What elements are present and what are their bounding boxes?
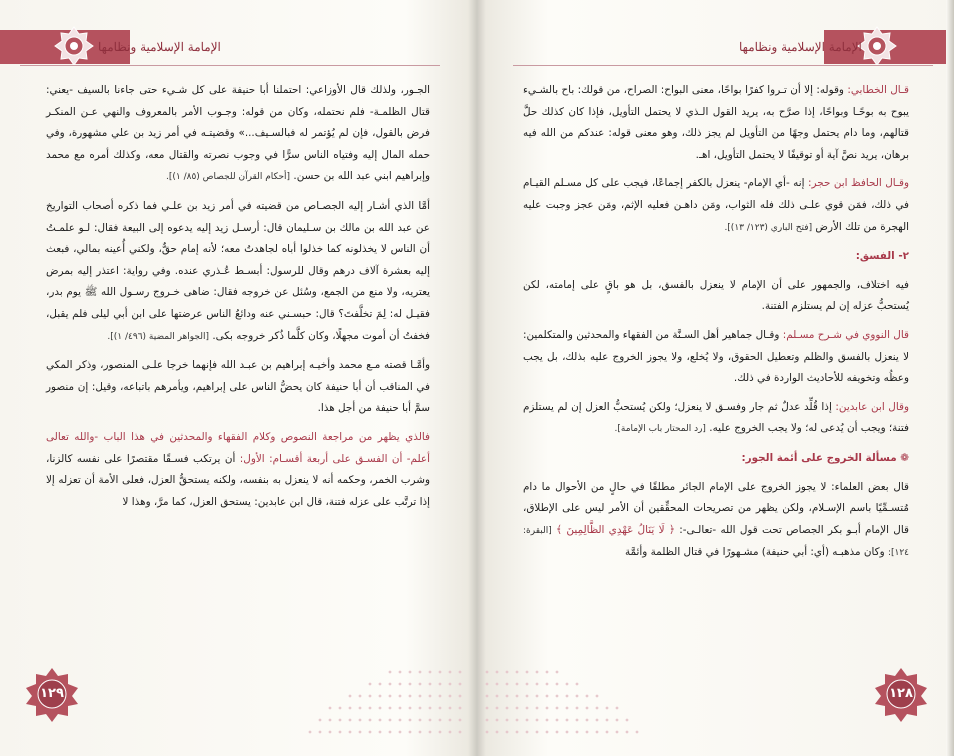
citation: [فتح الباري (١٢٣/ ١٣)]. [724, 222, 813, 233]
citation: [رد المحتار باب الإمامة]. [614, 424, 706, 435]
section-label: الأول: [239, 452, 265, 465]
conclusion-heading: فالذي يظهر من مراجعة النصوص وكلام الفقهاء والمحدثين في هذا الباب -والله تعالى أعلم- أن الفسـق على أربعة أقسـام: [46, 430, 430, 465]
citation: [الجواهر المضية (٤٩٦/ ١)]. [107, 331, 209, 342]
decorative-dots [477, 652, 647, 752]
page-number: ١٢٨ [889, 686, 913, 701]
paragraph: أمَّا الذي أشـار إليه الجصـاص من قضيته في أمر زيد بن علـي فما ذكره أصحاب التواريخ عن عبد الله بن مالك بن سـليمان قال: أرسـل زيد إليه يدعوه إلى البيعة فقال: لـو علمـتُ أن الناس لا يخذلونه كما خذلوا أباه لجاهدتُ معه؛ لأنه إمام حقٌّ، ولكني أُعينه بمالي، فبعث إليه بعشرة آلاف درهم وقال للرسول: أبسـط عُـذري عنده. وفي رواية: اعتذر إليه بمرض يعتريه، ولا منع من الجمع، وسُئل عن خروجه فقال: ضاهى خـروج رسـول الله ﷺ يوم بدر، فقيـل له: لِمَ تخلَّفتَ؟ قال: حبسـني عنه ودائعُ الناس عرضتها على ابن أبي ليلى فلم يقبل، فخفتُ أن أموت مجهلًا، وكان كلَّما ذُكر خروجه بكى. [الجواهر المضية (٤٩٦/ ١)]. [46, 199, 430, 342]
running-header: الإمامة الإسلامية ونظامها [98, 40, 221, 54]
conclusion-paragraph: فالذي يظهر من مراجعة النصوص وكلام الفقهاء والمحدثين في هذا الباب -والله تعالى أعلم- أن الفسـق على أربعة أقسـام: الأول: أن يرتكب فسـقًا مقتصرًا على نفسه كالزنا، وشرب الخمر، وحكمه أنه لا ينعزل به بنفسه، ولكنه يستحقُّ العزل، فعلى الأمة أن تعزله إلا إذا ترتَّب على عزله فتنة، قال ابن عابدين: يستحق العزل، كما مرَّ، وهذا لا [46, 430, 430, 508]
flower-bullet-icon: ❁ [896, 451, 909, 464]
ibn-abidin-label: وقال ابن عابدين: [835, 400, 909, 413]
left-page-body [46, 80, 430, 520]
paragraph: وقـال الحافظ ابن حجر: إنه -أي الإمام- ينعزل بالكفر إجماعًا، فيجب على كل مسـلم القيـام في ذلك، فمَن قوي علـى ذلك فله الثواب، ومَن داهـن فعليه الإثم، ومَن عجز وجبت عليه الهجرة من تلك الأرض [فتح الباري (١٢٣/ ١٣)]. [523, 177, 909, 233]
ornament-emblem-icon [54, 26, 94, 66]
book-gutter [468, 0, 486, 756]
running-header: الإمامة الإسلامية ونظامها [739, 40, 862, 54]
paragraph: وقال ابن عابدين: إذا قُلِّد عدلٌ ثم جار وفسـق لا ينعزل؛ ولكن يُستحبُّ العزل إن لم يستلزم فتنة؛ ويجب أن يُدعى له؛ ولا يجب الخروج عليه. [رد المحتار باب الإمامة]. [523, 400, 909, 435]
page-number: ١٢٩ [40, 686, 64, 701]
nawawi-label: قال النووي في شـرح مسـلم: [782, 328, 909, 341]
ibn-hajar-label: وقـال الحافظ ابن حجر: [808, 177, 909, 190]
paragraph: فيه اختلاف، والجمهور على أن الإمام لا ينعزل بالفسق، بل هو باقٍ على إمامته، لكن يُستحبُّ عزله إن لم يستلزم الفتنة. [523, 278, 909, 313]
decorative-dots [300, 652, 470, 752]
citation: [أحكام القرآن للجصاص (٨٥/ ١)]. [165, 172, 291, 183]
header-rule [513, 65, 933, 66]
header-rule [20, 65, 440, 66]
right-page [477, 0, 954, 756]
page-edge [946, 0, 954, 756]
paragraph: وأمَّـا قصته مـع محمد وأخيـه إبراهيم بن عبـد الله فإنهما خرجا علـى المنصور، وذكر المكي في المناقب أن أبا حنيفة كان يحضُّ الناس على إبراهيم، ويأمرهم باتباعه، وقيل: إن منصور سمَّ أبا حنيفة من أجل هذا. [46, 359, 430, 415]
fisq-heading: ٢- الفسق: [855, 250, 909, 263]
ornament-emblem-icon [857, 26, 897, 66]
right-page-body [523, 80, 909, 572]
paragraph: قال النووي في شـرح مسـلم: وقـال جماهير أهل السـنَّة من الفقهاء والمحدثين والمتكلمين: لا ينعزل بالفسق والظلم وتعطيل الحقوق، ولا يُخلع، ولا يجوز الخروج عليه بذلك، بل يجب وعظُه وتخويفه للأحاديث الواردة في ذلك. [523, 328, 909, 385]
issue-heading: ❁ مسألة الخروج على أئمة الجور: [741, 451, 909, 464]
khattabi-label: قـال الخطابي: [847, 84, 909, 96]
paragraph: قال بعض العلماء: لا يجوز الخروج على الإمام الجائر مطلقًا في حالٍ من الأحوال ما دام مُتسـمِّيًا باسم الإسـلام، ولكن يظهر من تصريحات المحقِّقين أن الأمر ليس على الإطلاق، قال الإمام أبـو بكر الجصاص تحت قول الله -تعالـى-: ﴿ لَا يَنَالُ عَهْدِي الظَّالِمِينَ ﴾ [البقرة: ١٢٤]: وكان مذهبـه (أي: أبي حنيفة) مشـهورًا في قتال الظلمة وأئمَّة [523, 480, 909, 559]
quran-verse: ﴿ لَا يَنَالُ عَهْدِي الظَّالِمِينَ ﴾ [556, 523, 675, 536]
citation: [البقرة: ١٢٤]: [523, 525, 909, 559]
paragraph: الجـور، ولذلك قال الأوزاعي: احتملنا أبا حنيفة على كل شـيء حتى جاءنا بالسيف -يعني: قتال الظلمـة- فلم نحتمله، وكان من قوله: وجـوب الأمر بالمعروف والنهي عـن المنكـر فرض بالقول، فإن لم يُؤتمر له فبالسـيف...» وقضيتـه في أمر زيد بن علي مشهورة، وفي حمله المال إليه وفتياه الناس سرًّا في وجوب نصرته والقتال معه، وكذلك أمره مع محمد وإبراهيم ابني عبد الله بن حسن. [أحكام القرآن للجصاص (٨٥/ ١)]. [46, 84, 430, 183]
paragraph: قـال الخطابي: وقوله: إلا أن تـروا كفرًا بواحًا، معنى البواح: الصراح، من قولك: باح بالشـيء يبوح به بوحًـا وبواحًا، إذا صرَّح به، يريد القول الـذي لا يحتمل التأويل، فإذا كان كذلك حلَّ قتالهم، وما دام يحتمل وجهًا من التأويل لم يجز ذلك، وهو معنى قوله: عندكم من الله فيه برهان، يريد نصَّ آية أو توقيفًا لا يحتمل التأويل، اهـ. [523, 84, 909, 161]
